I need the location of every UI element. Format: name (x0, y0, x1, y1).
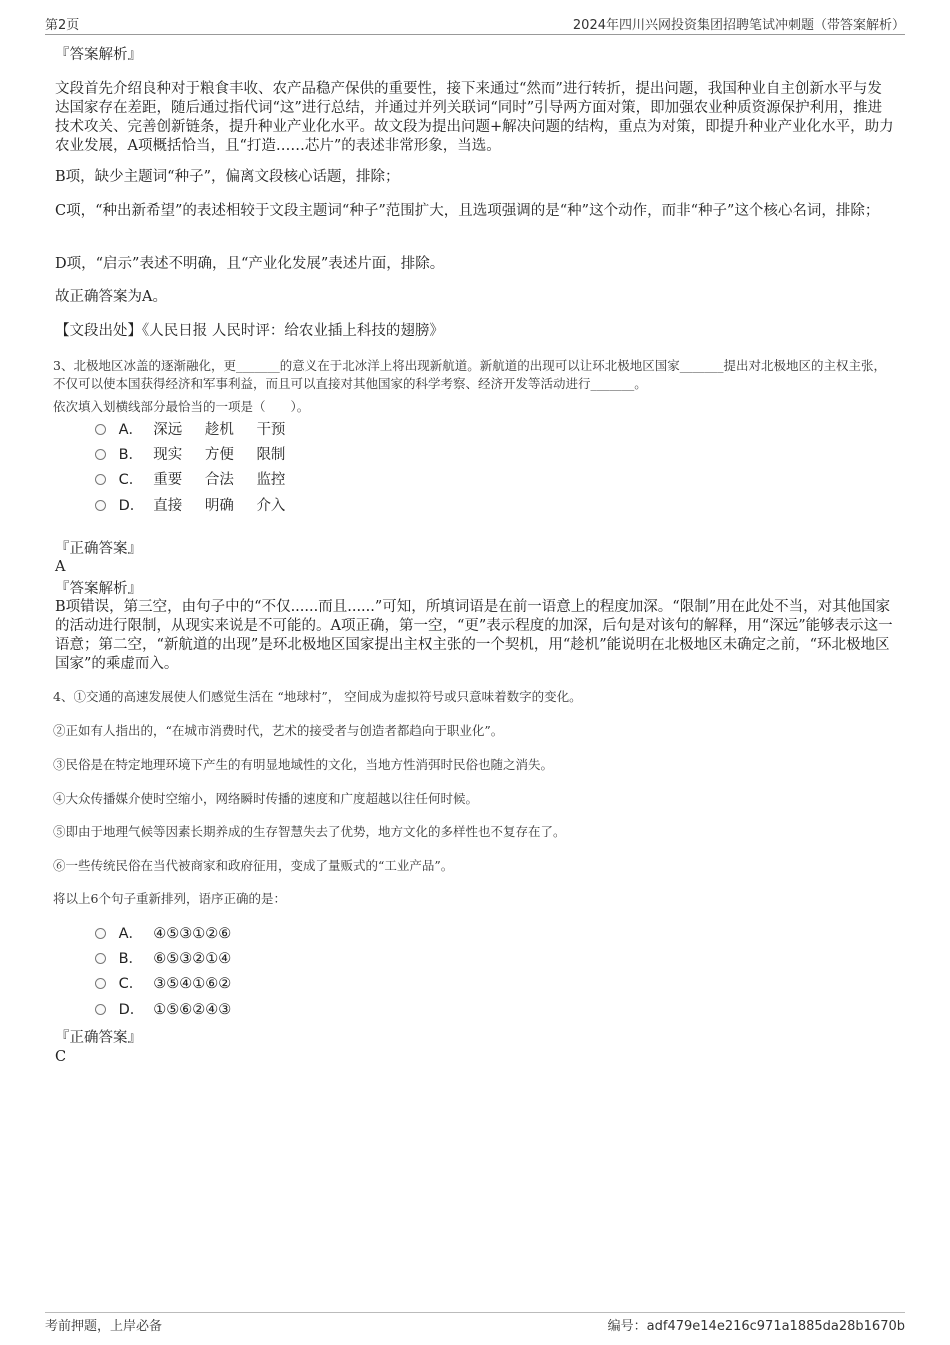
radio-icon[interactable] (95, 449, 106, 460)
q4-option-c[interactable]: C． ③⑤④①⑥② (95, 973, 249, 995)
q2-analysis-paragraph: 文段首先介绍良种对于粮食丰收、农产品稳产保供的重要性，接下来通过“然而”进行转折，提出问题，我国种业自主创新水平与发达国家存在差距，随后通过指代词“这”进行总结，并通过并列关联词“同时”引导两方面对策，即加强农业种质资源保护利用，推进技术攻关、完善创新链条，提升种业产业化水平。故文段为提出问题+解决问题的结构，重点为对策，即提升种业产业化水平，助力农业发展，A项概括恰当，且“打造……芯片”的表述非常形象，当选。 (55, 81, 894, 154)
q3-answer-title: 『正确答案』 (55, 541, 142, 557)
page-number: 第2页 (45, 18, 80, 33)
q4-option-a[interactable]: A． ④⑤③①②⑥ (95, 923, 249, 945)
q3-option-c[interactable]: C． 重要 合法 监控 (95, 469, 303, 491)
q4-option-b[interactable]: B． ⑥⑤③②①④ (95, 948, 249, 970)
q3-analysis: B项错误，第三空，由句子中的“不仅......而且......”可知，所填词语是在前一语意上的程度加深。“限制”用在此处不当，对其他国家的活动进行限制，从现实来说是不可能的。A项正确，第一空，“更”表示程度的加深，后句是对该句的解释，用“深远”能够表示这一语意；第二空，“新航道的出现”是环北极地区国家提出主权主张的一个契机，用“趁机”能说明在北极地区未确定之前，“环北极地区国家”的乘虚而入。 (55, 599, 893, 672)
radio-icon[interactable] (95, 928, 106, 939)
page-header (45, 14, 905, 35)
radio-icon[interactable] (95, 978, 106, 989)
q4-sentence-1: 4、①交通的高速发展使人们感觉生活在 “地球村”， 空间成为虚拟符号或只意味着数字的变化。 (53, 689, 582, 704)
page-footer (45, 1312, 905, 1335)
q4-sentence-2: ②正如有人指出的，“在城市消费时代，艺术的接受者与创造者都趋向于职业化”。 (53, 723, 504, 738)
q2-analysis-title: 『答案解析』 (55, 47, 142, 63)
q3-option-a[interactable]: A． 深远 趁机 干预 (95, 419, 303, 441)
q3-option-b[interactable]: B． 现实 方便 限制 (95, 444, 303, 466)
q3-prompt: 依次填入划横线部分最恰当的一项是（ ）。 (53, 399, 310, 414)
q3-analysis-title: 『答案解析』 (55, 581, 142, 597)
q4-answer: C (55, 1049, 67, 1065)
q4-sentence-5: ⑤即由于地理气候等因素长期养成的生存智慧失去了优势，地方文化的多样性也不复存在了。 (53, 824, 566, 839)
document-title: 2024年四川兴网投资集团招聘笔试冲刺题（带答案解析） (572, 18, 905, 33)
q4-sentence-4: ④大众传播媒介使时空缩小，网络瞬时传播的速度和广度超越以往任何时候。 (53, 791, 479, 806)
q2-analysis-c: C项，“种出新希望”的表述相较于文段主题词“种子”范围扩大，且选项强调的是“种”这个动作，而非“种子”这个核心名词，排除； (55, 203, 880, 219)
radio-icon[interactable] (95, 1004, 106, 1015)
radio-icon[interactable] (95, 474, 106, 485)
q2-analysis-d: D项，“启示”表述不明确，且“产业化发展”表述片面，排除。 (55, 256, 445, 272)
q4-option-d[interactable]: D． ①⑤⑥②④③ (95, 999, 249, 1021)
q4-answer-title: 『正确答案』 (55, 1030, 142, 1046)
q2-analysis-b: B项，缺少主题词“种子”，偏离文段核心话题，排除； (55, 169, 400, 185)
footer-code: 编号：adf479e14e216c971a1885da28b1670b (607, 1319, 905, 1334)
footer-slogan: 考前押题，上岸必备 (45, 1319, 163, 1334)
q2-conclusion: 故正确答案为A。 (55, 289, 167, 305)
q4-sentence-3: ③民俗是在特定地理环境下产生的有明显地域性的文化，当地方性消弭时民俗也随之消失。 (53, 757, 554, 772)
radio-icon[interactable] (95, 424, 106, 435)
q2-source: 【文段出处】《人民日报 人民时评：给农业插上科技的翅膀》 (55, 323, 444, 339)
radio-icon[interactable] (95, 500, 106, 511)
q4-prompt: 将以上6个句子重新排列，语序正确的是： (53, 891, 286, 906)
q4-sentence-6: ⑥一些传统民俗在当代被商家和政府征用，变成了量贩式的“工业产品”。 (53, 858, 454, 873)
radio-icon[interactable] (95, 953, 106, 964)
q3-stem: 3、北极地区冰盖的逐渐融化，更_______的意义在于北冰洋上将出现新航道。新航道的出现可以让环北极地区国家_______提出对北极地区的主权主张，不仅可以使本国获得经济和军事利益，而且可以直接对其他国家的科学考察、经济开发等活动进行_______。 (53, 358, 886, 391)
q3-answer: A (55, 559, 66, 575)
q3-option-d[interactable]: D． 直接 明确 介入 (95, 495, 303, 517)
